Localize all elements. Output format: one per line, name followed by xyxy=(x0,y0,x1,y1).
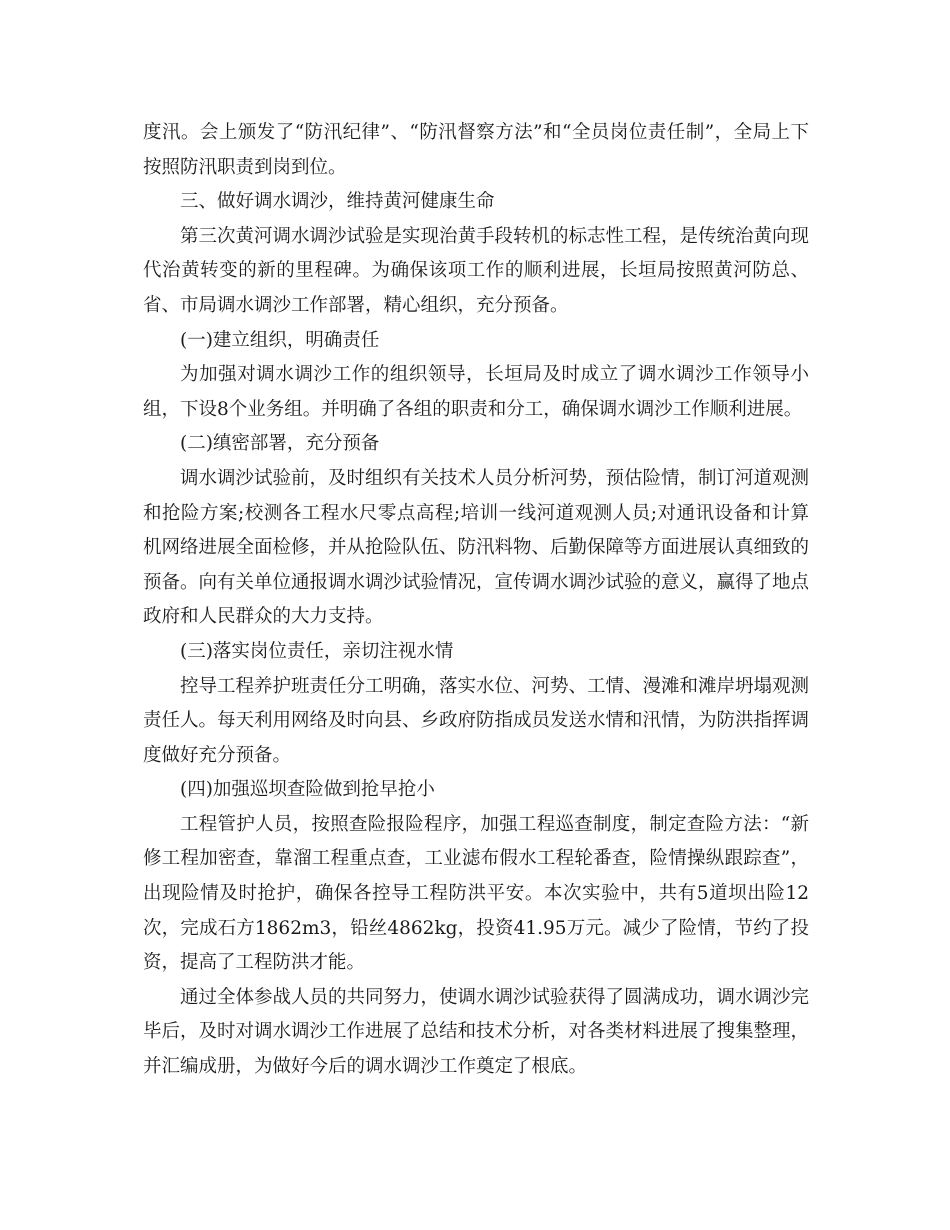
subsection-heading-4: (四)加强巡坝查险做到抢早抢小 xyxy=(180,779,435,801)
paragraph-conclusion: 通过全体参战人员的共同努力，使调水调沙试验获得了圆满成功，调水调沙完毕后，及时对调水调沙工作进展了总结和技术分析，对各类材料进展了搜集整理，并汇编成册，为做好今后的调水调沙工作奠定了根底。 xyxy=(143,986,810,1078)
paragraph: 工程管护人员，按照查险报险程序，加强工程巡查制度，制定查险方法：“新修工程加密查，靠溜工程重点查，工业滤布假水工程轮番查，险情操纵跟踪查”，出现险情及时抢护，确保各控导工程防洪平安。本次实验中，共有5道坝出险12次，完成石方1862m3，铅丝4862kg，投资41.95万元。减少了险情，节约了投资，提高了工程防洪才能。 xyxy=(143,813,809,974)
paragraph: 调水调沙试验前，及时组织有关技术人员分析河势，预估险情，制订河道观测和抢险方案;校测各工程水尺零点高程;培训一线河道观测人员;对通讯设备和计算机网络进展全面检修，并从抢险队伍、防汛料物、后勤保障等方面进展认真细致的预备。向有关单位通报调水调沙试验情况，宣传调水调沙试验的意义，赢得了地点政府和人民群众的大力支持。 xyxy=(143,467,810,628)
paragraph: 为加强对调水调沙工作的组织领导，长垣局及时成立了调水调沙工作领导小组，下设8个业务组。并明确了各组的职责和分工，确保调水调沙工作顺利进展。 xyxy=(143,364,809,420)
subsection-heading-2: (二)缜密部署，充分预备 xyxy=(180,433,380,455)
paragraph: 控导工程养护班责任分工明确，落实水位、河势、工情、漫滩和滩岸坍塌观测责任人。每天利用网络及时向县、乡政府防指成员发送水情和汛情，为防洪指挥调度做好充分预备。 xyxy=(143,675,810,766)
paragraph-continuation: 度汛。会上颁发了“防汛纪律”、“防汛督察方法”和“全员岗位责任制”，全局上下按照防汛职责到岗到位。 xyxy=(143,122,809,178)
section-heading-3: 三、做好调水调沙，维持黄河健康生命 xyxy=(180,191,495,213)
paragraph: 第三次黄河调水调沙试验是实现治黄手段转机的标志性工程，是传统治黄向现代治黄转变的新的里程碑。为确保该项工作的顺利进展，长垣局按照黄河防总、省、市局调水调沙工作部署，精心组织，充分预备。 xyxy=(143,225,810,316)
subsection-heading-1: (一)建立组织，明确责任 xyxy=(180,329,380,351)
document-body xyxy=(143,116,809,1085)
subsection-heading-3: (三)落实岗位责任，亲切注视水情 xyxy=(180,640,454,662)
